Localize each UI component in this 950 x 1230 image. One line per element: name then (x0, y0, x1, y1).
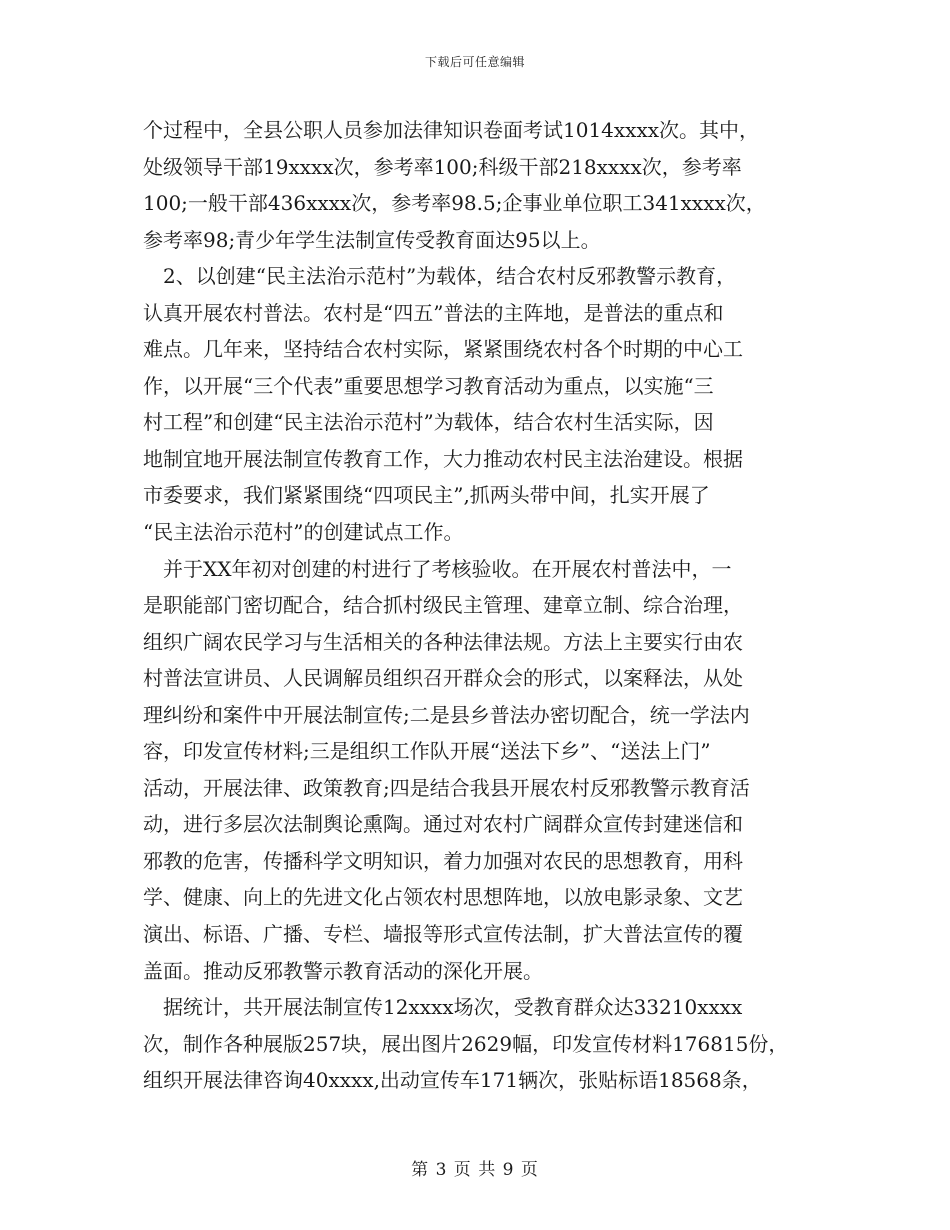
text-line: 容，印发宣传材料;三是组织工作队开展“送法下乡”、“送法上门” (143, 739, 711, 764)
page-header: 下载后可任意编辑 (424, 55, 525, 69)
text-line: 2、以创建“民主法治示范村”为载体，结合农村反邪教警示教育， (143, 264, 737, 289)
text-line: 活动，开展法律、政策教育;四是结合我县开展农村反邪教警示教育活 (143, 775, 750, 800)
text-line: 组织开展法律咨询40xxxx,出动宣传车171辆次，张贴标语18568条， (143, 1068, 762, 1093)
text-line: 是职能部门密切配合，结合抓村级民主管理、建章立制、综合治理， (143, 593, 743, 618)
text-line: 村工程”和创建“民主法治示范村”为载体，结合农村生活实际，因 (143, 410, 714, 435)
page-footer: 第 3 页 共 9 页 (411, 1160, 539, 1180)
text-line: 邪教的危害，传播科学文明知识，着力加强对农民的思想教育，用科 (143, 848, 743, 873)
text-line: 作，以开展“三个代表”重要思想学习教育活动为重点，以实施“三 (143, 373, 714, 398)
text-line: 学、健康、向上的先进文化占领农村思想阵地，以放电影录象、文艺 (143, 885, 743, 910)
text-line: 市委要求，我们紧紧围绕“四项民主”,抓两头带中间，扎实开展了 (143, 483, 710, 508)
text-line: 100;一般干部436xxxx次，参考率98.5;企事业单位职工341xxxx次， (143, 191, 766, 216)
text-line: 次，制作各种展版257块，展出图片2629幅，印发宣传材料176815份， (143, 1031, 789, 1056)
text-line: 难点。几年来，坚持结合农村实际，紧紧围绕农村各个时期的中心工 (143, 337, 743, 362)
text-line: 盖面。推动反邪教警示教育活动的深化开展。 (143, 958, 543, 983)
text-line: 演出、标语、广播、专栏、墙报等形式宣传法制，扩大普法宣传的覆 (143, 922, 743, 947)
text-line: 据统计，共开展法制宣传12xxxx场次，受教育群众达33210xxxx (143, 995, 743, 1020)
text-line: 个过程中，全县公职人员参加法律知识卷面考试1014xxxx次。其中， (143, 118, 760, 142)
text-line: 处级领导干部19xxxx次，参考率100;科级干部218xxxx次，参考率 (143, 154, 742, 179)
text-line: 组织广阔农民学习与生活相关的各种法律法规。方法上主要实行由农 (143, 629, 743, 654)
text-line: 村普法宣讲员、人民调解员组织召开群众会的形式，以案释法，从处 (143, 666, 743, 691)
text-line: 动，进行多层次法制舆论熏陶。通过对农村广阔群众宣传封建迷信和 (143, 812, 743, 837)
text-line: 参考率98;青少年学生法制宣传受教育面达95以上。 (143, 227, 601, 252)
text-line: 认真开展农村普法。农村是“四五”普法的主阵地，是普法的重点和 (143, 300, 724, 325)
document-body (143, 112, 823, 1099)
text-line: 地制宜地开展法制宣传教育工作，大力推动农村民主法治建设。根据 (143, 446, 743, 471)
text-line: “民主法治示范村”的创建试点工作。 (143, 520, 464, 545)
text-line: 并于XX年初对创建的村进行了考核验收。在开展农村普法中，一 (143, 556, 732, 581)
text-line: 理纠纷和案件中开展法制宣传;二是县乡普法办密切配合，统一学法内 (143, 702, 750, 727)
